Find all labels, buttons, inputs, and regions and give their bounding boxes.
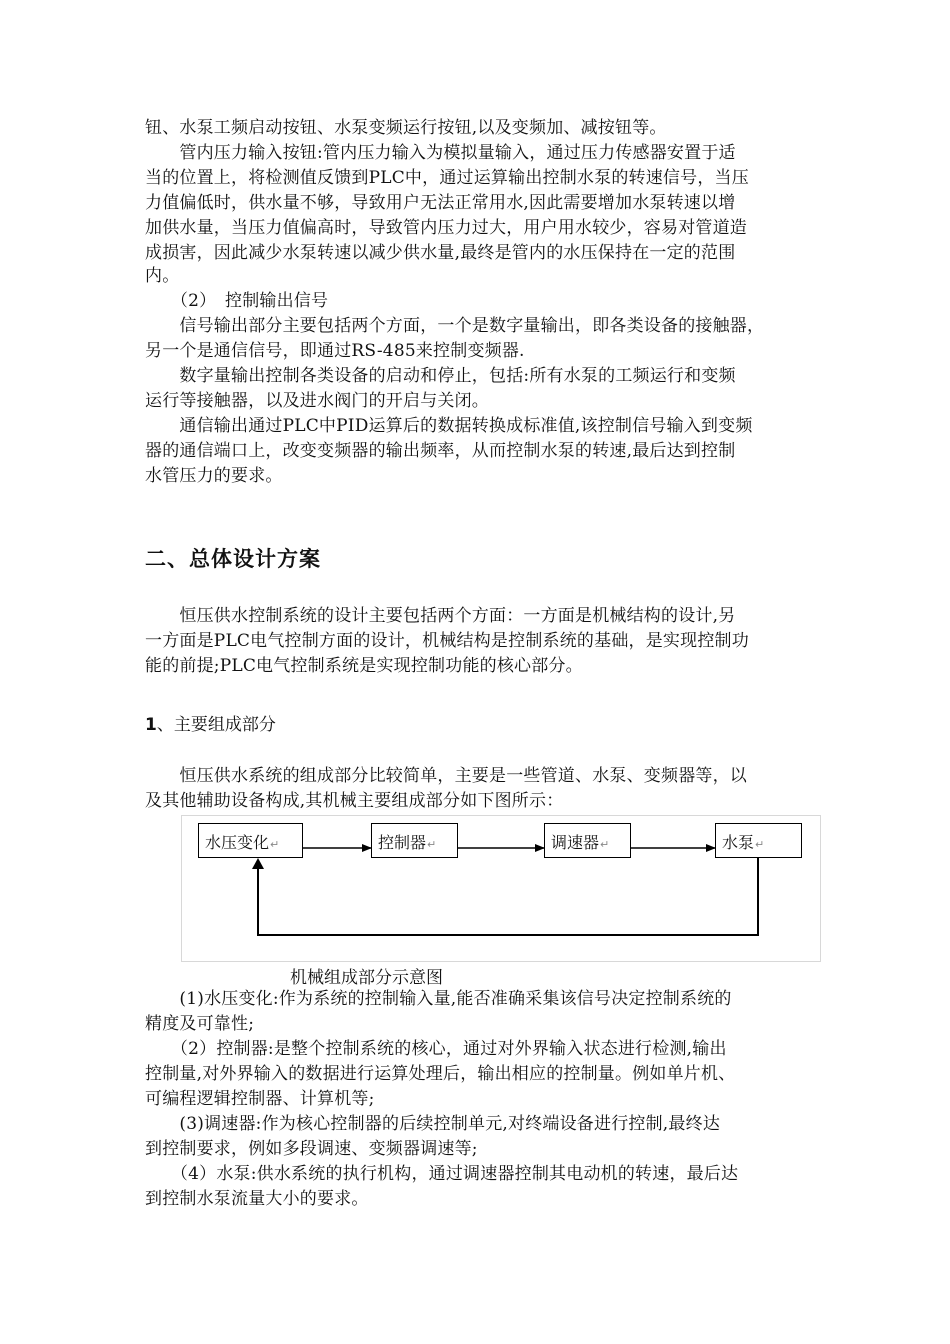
section-title: 二、总体设计方案 xyxy=(145,547,321,571)
subsection-text: 、主要组成部分 xyxy=(156,715,276,735)
diagram-caption: 机械组成部分示意图 xyxy=(290,968,443,988)
body-line: 信号输出部分主要包括两个方面，一个是数字量输出，即各类设备的接触器， xyxy=(145,316,765,336)
return-mark-icon: ↵ xyxy=(270,838,280,851)
box-label: 水压变化 xyxy=(205,833,270,852)
body-line: 精度及可靠性; xyxy=(145,1014,255,1034)
return-mark-icon: ↵ xyxy=(755,838,765,851)
body-line: 管内压力输入按钮:管内压力输入为模拟量输入，通过压力传感器安置于适 xyxy=(145,143,736,163)
body-line: 器的通信端口上，改变变频器的输出频率，从而控制水泵的转速,最后达到控制 xyxy=(145,441,736,461)
box-label: 调速器 xyxy=(551,833,600,852)
body-line: 控制量,对外界输入的数据进行运算处理后，输出相应的控制量。例如单片机、 xyxy=(145,1064,736,1084)
box-label: 控制器 xyxy=(378,833,427,852)
box-pump xyxy=(715,823,802,858)
body-line: 数字量输出控制各类设备的启动和停止，包括:所有水泵的工频运行和变频 xyxy=(145,366,736,386)
body-line: 加供水量，当压力值偏高时，导致管内压力过大，用户用水较少，容易对管道造 xyxy=(145,218,747,238)
body-line: （2）控制器:是整个控制系统的核心，通过对外界输入状态进行检测,输出 xyxy=(145,1039,727,1059)
body-line: 通信输出通过PLC中PID运算后的数据转换成标准值,该控制信号输入到变频 xyxy=(145,416,753,436)
body-line: 钮、水泵工频启动按钮、水泵变频运行按钮,以及变频加、减按钮等。 xyxy=(145,118,667,138)
body-line: 运行等接触器，以及进水阀门的开启与关闭。 xyxy=(145,391,489,411)
body-line: 及其他辅助设备构成,其机械主要组成部分如下图所示： xyxy=(145,791,564,811)
body-line: 恒压供水控制系统的设计主要包括两个方面：一方面是机械结构的设计,另 xyxy=(145,606,736,626)
body-line: 恒压供水系统的组成部分比较简单，主要是一些管道、水泵、变频器等，以 xyxy=(145,766,747,786)
block-diagram xyxy=(181,815,821,962)
body-line: 成损害，因此减少水泵转速以减少供水量,最终是管内的水压保持在一定的范围 xyxy=(145,243,736,263)
box-water-pressure xyxy=(198,823,303,858)
body-line: 一方面是PLC电气控制方面的设计，机械结构是控制系统的基础，是实现控制功 xyxy=(145,631,749,651)
body-line: (1)水压变化:作为系统的控制输入量,能否准确采集该信号决定控制系统的 xyxy=(145,989,732,1009)
body-line: 另一个是通信信号，即通过RS-485来控制变频器. xyxy=(145,341,525,361)
subsection-title xyxy=(145,710,276,735)
return-mark-icon: ↵ xyxy=(427,838,437,851)
body-line: 水管压力的要求。 xyxy=(145,466,283,486)
box-label: 水泵 xyxy=(722,833,755,852)
body-line: 可编程逻辑控制器、计算机等; xyxy=(145,1089,375,1109)
feedback-line xyxy=(258,858,758,935)
body-line: 力值偏低时，供水量不够，导致用户无法正常用水,因此需要增加水泵转速以增 xyxy=(145,193,736,213)
body-line: 当的位置上，将检测值反馈到PLC中，通过运算输出控制水泵的转速信号，当压 xyxy=(145,168,749,188)
subsection-number: 1 xyxy=(145,715,157,735)
body-line: 到控制要求，例如多段调速、变频器调速等; xyxy=(145,1139,478,1159)
box-governor xyxy=(544,823,631,858)
body-line: (3)调速器:作为核心控制器的后续控制单元,对终端设备进行控制,最终达 xyxy=(145,1114,721,1134)
body-line: 内。 xyxy=(145,266,180,286)
box-controller xyxy=(371,823,458,858)
body-line: 能的前提;PLC电气控制系统是实现控制功能的核心部分。 xyxy=(145,656,583,676)
body-line: （2） 控制输出信号 xyxy=(145,291,329,311)
body-line: （4）水泵:供水系统的执行机构，通过调速器控制其电动机的转速，最后达 xyxy=(145,1164,739,1184)
body-line: 到控制水泵流量大小的要求。 xyxy=(145,1189,369,1209)
return-mark-icon: ↵ xyxy=(600,838,610,851)
feedback-arrowhead xyxy=(252,858,264,869)
